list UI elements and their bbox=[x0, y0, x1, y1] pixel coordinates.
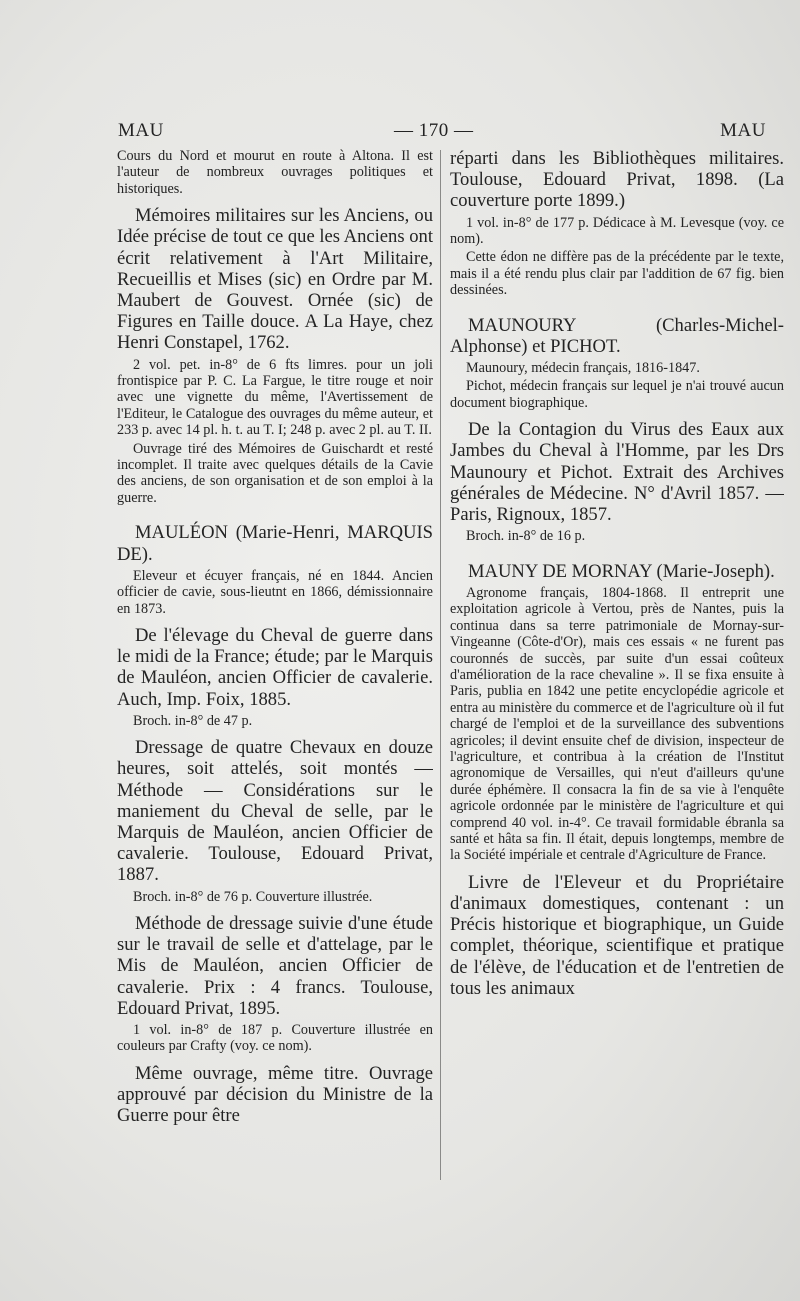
book-title: De la Contagion du Virus des Eaux aux Jambes du Cheval à l'Homme, par les Drs Maunoury et Pichot. Extrait des Archives générales de Médecine. N° d'Avril 1857. — Paris, Rignoux, 1857. bbox=[450, 419, 784, 526]
description: Broch. in-8° de 47 p. bbox=[133, 712, 253, 729]
header-left: MAU bbox=[118, 120, 164, 141]
column-divider bbox=[440, 150, 441, 1180]
page-number: — 170 — bbox=[394, 120, 474, 141]
book-title: Livre de l'Eleveur et du Propriétaire d'animaux domestiques, contenant : un Précis historique et biographique, un Guide complet, théorique, scientifique et pratique de l'élève, de l'éducation et de l'entretien de tous les animaux bbox=[450, 871, 784, 999]
running-header bbox=[118, 120, 766, 144]
author-entry: MAULÉON (Marie-Henri, MARQUIS DE). bbox=[117, 522, 433, 565]
author-entry: MAUNY DE MORNAY (Marie-Joseph). bbox=[468, 560, 775, 582]
biography: Agronome français, 1804-1868. Il entreprit une exploitation agricole à Vertou, près de Nantes, puis la continua dans sa terre patrimoniale de Mornay-sur-Vingeanne (Côte-d'Or), mais ces essais « ne furent pas couronnés de succès, par suite d'un essai coûteux d'amélioration de la race chevaline ». Il se fixa ensuite à Paris, publia en 1842 une petite encyclopédie agricole et entra au ministère du commerce et de l'agriculture où il fut chargé de l'emploi et de la surveillance des subventions agricoles; il devint ensuite chef de division, inspecteur de l'agriculture, et contribua à la création de l'Institut agronomique de Versailles, qui n'eut d'ailleurs qu'une durée éphémère. Il consacra la fin de sa vie à l'enquête agricole ordonnée par le ministère de l'agriculture et qui comprend 40 vol. in-4°. Ce travail formidable ébranla sa santé et hâta sa fin. Il était, depuis longtemps, membre de la Société impériale et centrale d'Agriculture de France. bbox=[450, 584, 784, 864]
description: 1 vol. in-8° de 187 p. Couverture illustrée en couleurs par Crafty (voy. ce nom). bbox=[117, 1021, 433, 1055]
description: Broch. in-8° de 76 p. Couverture illustrée. bbox=[133, 888, 373, 905]
description: Ouvrage tiré des Mémoires de Guischardt et resté incomplet. Il traite avec quelques détails de la Cavie des anciens, de son organisation et de son emploi à la guerre. bbox=[117, 440, 433, 506]
biography: Maunoury, médecin français, 1816-1847. bbox=[466, 360, 700, 377]
biography: Pichot, médecin français sur lequel je n'ai trouvé aucun document biographique. bbox=[450, 378, 784, 411]
header-right: MAU bbox=[720, 120, 766, 141]
description: Broch. in-8° de 16 p. bbox=[466, 528, 586, 545]
book-title: Méthode de dressage suivie d'une étude sur le travail de selle et d'attelage, par le Mis de Mauléon, ancien Officier de cavalerie. Prix : 4 francs. Toulouse, Edouard Privat, 1895. bbox=[117, 912, 433, 1019]
right-column bbox=[450, 148, 784, 1002]
description: 2 vol. pet. in-8° de 6 fts limres. pour un joli frontispice par P. C. La Fargue, le titre rouge et noir avec une vignette du même, l'Avertissement de l'Editeur, le Catalogue des ouvrages du même auteur, et 233 p. avec 14 pl. h. t. au T. I; 248 p. avec 2 pl. au T. II. bbox=[117, 356, 433, 439]
description: Cette édon ne diffère pas de la précédente par le texte, mais il a été rendu plus clair par l'addition de 67 fig. bien dessinées. bbox=[450, 249, 784, 299]
book-title: De l'élevage du Cheval de guerre dans le midi de la France; étude; par le Marquis de Mauléon, ancien Officier de cavalerie. Auch, Imp. Foix, 1885. bbox=[117, 624, 433, 710]
left-column bbox=[117, 148, 433, 1129]
book-title: Mémoires militaires sur les Anciens, ou Idée précise de tout ce que les Anciens ont écrit relativement à l'Art Militaire, Recueillis et Mises (sic) en Ordre par M. Maubert de Gouvest. Ornée (sic) de Figures en Taille douce. A La Haye, chez Henri Constapel, 1762. bbox=[117, 205, 433, 354]
biography: Eleveur et écuyer français, né en 1844. Ancien officier de cavie, sous-lieutnt en 1866, démissionnaire en 1873. bbox=[117, 567, 433, 617]
paragraph: Cours du Nord et mourut en route à Altona. Il est l'auteur de nombreux ouvrages politiques et historiques. bbox=[117, 148, 433, 197]
book-title-continued: réparti dans les Bibliothèques militaires. Toulouse, Edouard Privat, 1898. (La couverture porte 1899.) bbox=[450, 148, 784, 212]
book-title: Dressage de quatre Chevaux en douze heures, soit attelés, soit montés — Méthode — Considérations sur le maniement du Cheval de selle, par le Marquis de Mauléon, ancien Officier de cavalerie. Toulouse, Edouard Privat, 1887. bbox=[117, 737, 433, 886]
description: 1 vol. in-8° de 177 p. Dédicace à M. Levesque (voy. ce nom). bbox=[450, 214, 784, 248]
book-title: Même ouvrage, même titre. Ouvrage approuvé par décision du Ministre de la Guerre pour être bbox=[117, 1062, 433, 1127]
author-entry: MAUNOURY (Charles-Michel-Alphonse) et PICHOT. bbox=[450, 314, 784, 357]
